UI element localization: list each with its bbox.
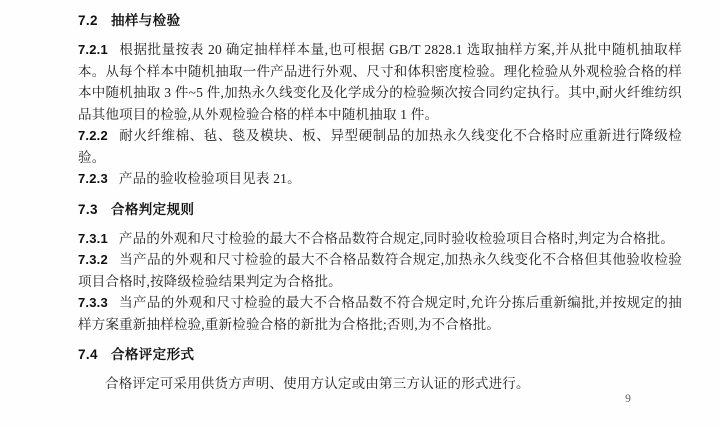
clause-number: 7.3.2 [78,252,108,267]
section-heading-7-4 [78,344,682,365]
document-content [78,10,682,395]
clause-7-2-1 [78,39,682,125]
clause-text: 当产品的外观和尺寸检验的最大不合格品数符合规定,加热永久线变化不合格但其他验收检验项目合格时,按降级检验结果判定为合格批。 [78,252,682,289]
clause-7-3-1 [78,228,682,250]
clause-7-2-2 [78,125,682,168]
section-number: 7.4 [78,347,98,362]
clause-7-3-2 [78,249,682,292]
page-number: 9 [625,393,631,405]
clause-7-2-3 [78,168,682,190]
clause-number: 7.2.2 [78,128,108,143]
section-title: 合格判定规则 [110,201,195,217]
clause-7-3-3 [78,292,682,335]
clause-text: 耐火纤维棉、毡、毯及模块、板、异型硬制品的加热永久线变化不合格时应重新进行降级检验。 [78,128,682,165]
paragraph-7-4-body: 合格评定可采用供货方声明、使用方认定或由第三方认证的形式进行。 [105,376,530,391]
section-number: 7.3 [78,201,98,217]
clause-text: 产品的验收检验项目见表 21。 [118,171,301,186]
clause-text: 当产品的外观和尺寸检验的最大不合格品数不符合规定时,允许分拣后重新编批,并按规定的抽样方案重新抽样检验,重新检验合格的新批为合格批;否则,为不合格批。 [78,295,682,332]
section-heading-7-2 [78,10,682,31]
clause-number: 7.2.3 [78,171,108,186]
clause-number: 7.2.1 [78,42,108,57]
clause-number: 7.3.3 [78,295,108,310]
section-title: 抽样与检验 [110,13,181,28]
section-title: 合格评定形式 [110,347,195,362]
clause-text: 产品的外观和尺寸检验的最大不合格品数符合规定,同时验收检验项目合格时,判定为合格批。 [118,230,675,246]
clause-number: 7.3.1 [78,230,108,246]
section-heading-7-3 [78,199,682,220]
clause-text: 根据批量按表 20 确定抽样样本量,也可根据 GB/T 2828.1 选取抽样方案,并从批中随机抽取样本。从每个样本中随机抽取一件产品进行外观、尺寸和体积密度检验。理化检验从外观检验合格的样本中随机抽取 3 件~5 件,加热永久线变化及化学成分的检验频次按合同约定执行。其中,耐火纤维纺织品其他项目的检验,从外观检验合格的样本中随机抽取 1 件。 [78,42,682,122]
section-number: 7.2 [78,13,98,28]
